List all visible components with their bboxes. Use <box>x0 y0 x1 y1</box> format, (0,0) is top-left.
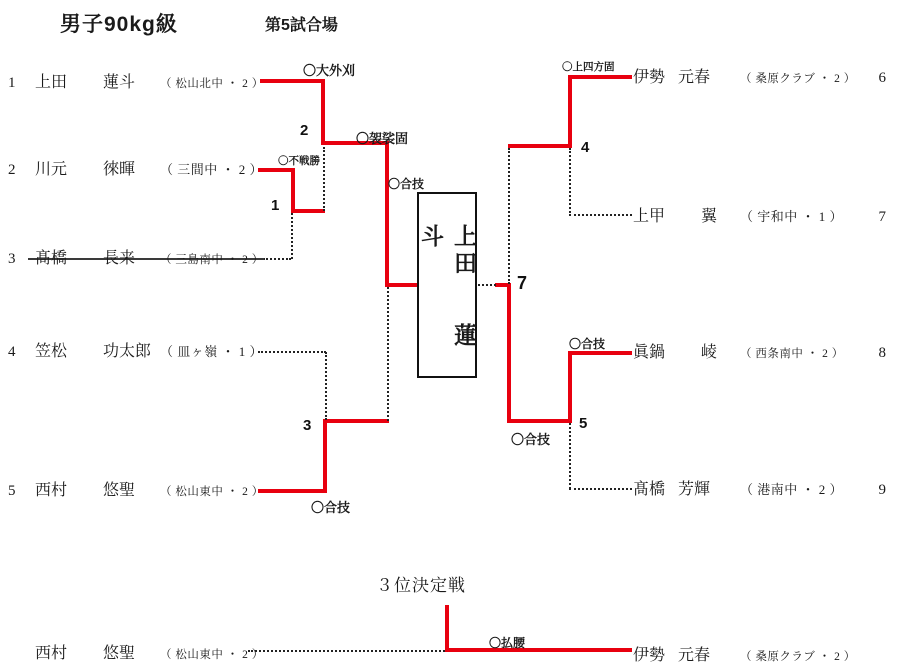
player-family-name: 西村 <box>35 482 68 499</box>
technique-label-haraigoshi: 〇払腰 <box>489 636 526 650</box>
player-affiliation: （ 三間中 ・ 2 ） <box>160 162 264 177</box>
venue-label: 第5試合場 <box>265 17 338 34</box>
win-line-to-final-right <box>507 283 511 423</box>
technique-label-gogi-match3: 〇合技 <box>311 500 351 515</box>
bracket-line <box>569 148 571 216</box>
player-given-name: 徠暉 <box>103 161 136 178</box>
seed-number: 8 <box>878 345 886 361</box>
player-family-name: 髙橋 <box>633 481 666 498</box>
player-family-name: 伊勢 <box>633 69 666 86</box>
technique-label-gogi-final: 〇合技 <box>388 177 425 191</box>
win-line-to-semifinal-left <box>385 141 389 287</box>
player-affiliation: （ 松山東中 ・ 2 ） <box>160 649 264 661</box>
win-line-match1-out <box>291 209 325 213</box>
win-line-p6-drop <box>568 75 572 148</box>
player-family-name: 笠松 <box>35 343 68 360</box>
win-line-p1-name <box>260 79 325 83</box>
player-family-name: 川元 <box>35 161 68 178</box>
player-given-name: 崚 <box>700 344 717 361</box>
player-affiliation: （ 桑原クラブ ・ 2 ） <box>740 73 856 85</box>
win-line-p2-drop <box>291 168 295 213</box>
match-number-2: 2 <box>300 122 309 139</box>
seed-number: 7 <box>878 209 886 225</box>
win-line-third-place-drop <box>445 605 449 652</box>
champion-given-name: 蓮斗 <box>418 224 476 350</box>
player-given-name: 悠聖 <box>103 482 136 499</box>
player-row <box>8 342 263 362</box>
player-given-name: 長来 <box>103 250 136 267</box>
bracket-line <box>569 423 571 489</box>
third-place-right-player-row <box>633 646 886 666</box>
match-number-5: 5 <box>579 415 588 432</box>
player-row <box>8 481 264 501</box>
player-family-name: 髙橋 <box>35 250 68 267</box>
bracket-line <box>569 488 632 490</box>
player-affiliation: （ 宇和中 ・ 1 ） <box>740 209 844 224</box>
champion-box <box>417 192 477 378</box>
player-given-name: 功太郎 <box>103 343 152 360</box>
player-affiliation: （ 三島南中 ・ 2 ） <box>160 254 264 266</box>
player-row <box>8 160 263 180</box>
win-line-match4-out <box>508 144 572 148</box>
player-given-name: 芳輝 <box>678 481 711 498</box>
bracket-line <box>291 213 293 259</box>
player-row <box>633 480 886 500</box>
player-given-name: 翼 <box>700 208 717 225</box>
bracket-line <box>323 147 325 211</box>
player-family-name: 眞鍋 <box>633 344 666 361</box>
bracket-line <box>508 148 510 284</box>
player-row <box>633 68 886 88</box>
technique-label-gogi-semifinal-right: 〇合技 <box>511 432 551 447</box>
bracket-line <box>248 650 445 652</box>
player-family-name: 西村 <box>35 645 68 662</box>
bracket-line <box>387 287 389 421</box>
match-number-4: 4 <box>581 139 590 156</box>
seed-number: 6 <box>878 70 886 86</box>
player-family-name: 上甲 <box>633 208 666 225</box>
champion-name <box>414 194 480 376</box>
win-line-p1-drop <box>321 79 325 145</box>
champion-family-name: 上田 <box>451 224 476 278</box>
technique-label-kamishiho: 〇上四方固 <box>562 61 615 73</box>
technique-label-gogi-match5: 〇合技 <box>569 337 606 351</box>
player-affiliation: （ 皿ヶ嶺 ・ 1 ） <box>160 344 264 359</box>
player-affiliation: （ 港南中 ・ 2 ） <box>740 482 844 497</box>
technique-label-kesagatame: 〇袈裟固 <box>356 131 409 146</box>
player-row-withdrawn <box>8 249 264 269</box>
player-affiliation: （ 松山東中 ・ 2 ） <box>160 486 264 498</box>
bracket-line <box>258 351 326 353</box>
win-line-p2-name <box>258 168 295 172</box>
win-line-match5-out <box>509 419 572 423</box>
player-affiliation: （ 松山北中 ・ 2 ） <box>160 78 264 90</box>
player-affiliation: （ 西条南中 ・ 2 ） <box>740 348 844 360</box>
win-line-p5-rise <box>323 419 327 493</box>
win-line-p8-drop <box>568 351 572 423</box>
weight-class-title: 男子90kg級 <box>60 13 178 36</box>
bracket-line <box>263 258 291 260</box>
third-place-left-player-row <box>8 644 264 664</box>
player-given-name: 悠聖 <box>103 645 136 662</box>
player-row <box>8 73 264 93</box>
player-family-name: 伊勢 <box>633 647 666 664</box>
bracket-line <box>569 214 632 216</box>
player-affiliation: （ 桑原クラブ ・ 2 ） <box>740 651 856 663</box>
technique-label-osotogari: 〇大外刈 <box>303 63 356 78</box>
player-row <box>633 207 886 227</box>
seed-number: 1 <box>8 75 16 91</box>
seed-number: 3 <box>8 251 16 267</box>
player-row <box>633 343 886 363</box>
third-place-title: ３位決定戦 <box>376 576 466 595</box>
match-number-final: 7 <box>517 273 528 293</box>
seed-number: 9 <box>878 482 886 498</box>
seed-number: 4 <box>8 344 16 360</box>
match-number-1: 1 <box>271 197 280 214</box>
win-line-third-place-winner <box>445 648 632 652</box>
seed-number: 5 <box>8 483 16 499</box>
technique-label-fusensho: 〇不戦勝 <box>278 155 320 167</box>
player-given-name: 元春 <box>678 69 711 86</box>
win-line-p6-name <box>568 75 632 79</box>
player-given-name: 元春 <box>678 647 711 664</box>
bracket-line <box>478 284 496 286</box>
seed-number: 2 <box>8 162 16 178</box>
win-line-p5-name <box>258 489 327 493</box>
win-line-match3-out <box>323 419 389 423</box>
match-number-3: 3 <box>303 417 312 434</box>
player-family-name: 上田 <box>35 74 68 91</box>
bracket-line <box>325 352 327 420</box>
player-given-name: 蓮斗 <box>103 74 136 91</box>
